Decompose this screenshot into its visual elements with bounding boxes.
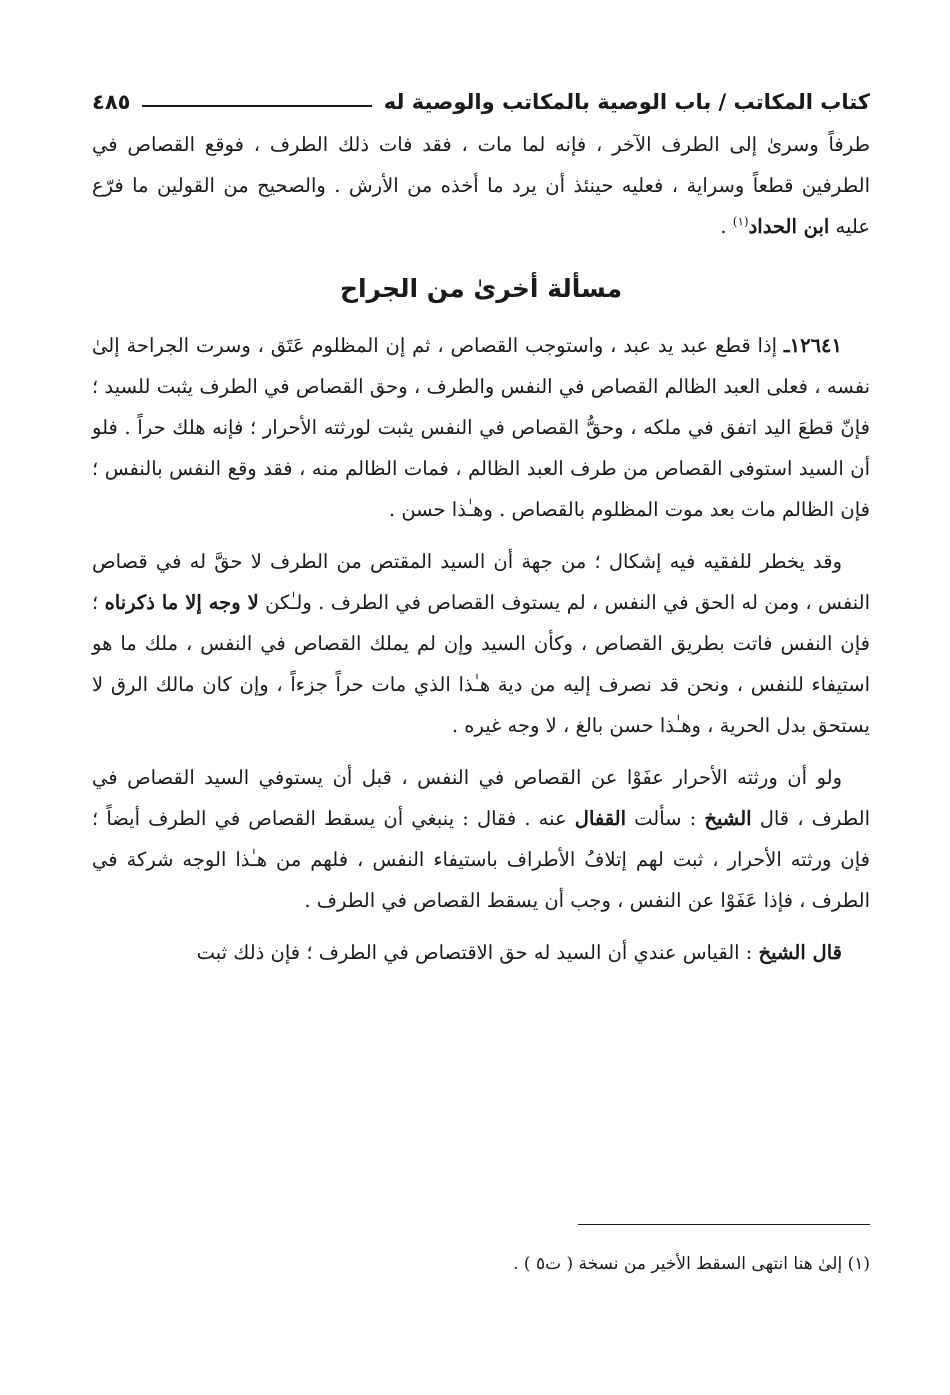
- paragraph-continuation: [92, 124, 870, 247]
- main-text: [92, 124, 870, 973]
- bold-name: قال الشيخ: [758, 941, 842, 964]
- footnote: (١) إلىٰ هنا انتهى السقط الأخير من نسخة ( ت٥ ) .: [513, 1254, 870, 1274]
- paragraph-analogy: [92, 932, 870, 973]
- bold-name: الشيخ: [704, 807, 752, 830]
- footnote-divider: [578, 1224, 870, 1225]
- bold-phrase: لا وجه إلا ما ذكرناه: [104, 591, 259, 614]
- section-heading: مسألة أخرىٰ من الجراح: [339, 274, 623, 303]
- paragraph-text: ؛ فإن النفس فاتت بطريق القصاص ، وكأن السيد وإن لم يملك القصاص في النفس ، ملك ما هو استيفاء للنفس ، ونحن قد نصرف إليه من دية هـٰذا الذي مات حراً جزءاً ، وإن كان مالك الرق لا يستحق بدل الحرية ، وهـٰذا حسن بالغ ، لا وجه غيره .: [92, 591, 870, 737]
- paragraph-text: : القياس عندي أن السيد له حق الاقتصاص في الطرف ؛ فإن ذلك ثبت: [196, 941, 759, 964]
- paragraph-text: : سألت: [626, 807, 705, 830]
- paragraph-text: وقد يخطر للفقيه فيه إشكال ؛ من جهة أن السيد المقتص من الطرف لا حقَّ له في قصاص النفس ، ومن له الحق في النفس ، لم يستوف القصاص في الطرف . ولـٰكن: [92, 550, 870, 614]
- paragraph-objection: [92, 541, 870, 746]
- paragraph-text: عنه . فقال : ينبغي أن يسقط القصاص في الطرف أيضاً ؛ فإن ورثته الأحرار ، ثبت لهم إتلافُ الأطراف باستيفاء النفس ، فلهم من هـٰذا الوجه شركة في الطرف ، فإذا عَفَوْا عن النفس ، وجب أن يسقط القصاص في الطرف .: [92, 807, 870, 912]
- bold-name: القفال: [574, 807, 626, 830]
- header-rule: [142, 105, 371, 107]
- book-page: [92, 80, 870, 973]
- paragraph-end: .: [720, 215, 733, 238]
- paragraph-text: طرفاً وسرىٰ إلى الطرف الآخر ، فإنه لما مات ، فقد فات ذلك الطرف ، فوقع القصاص في الطرفين قطعاً وسراية ، فعليه حينئذ أن يرد ما أخذه من الأرش . والصحيح من القولين ما فرّع عليه: [92, 133, 870, 238]
- paragraph-issue: [92, 325, 870, 530]
- paragraph-pardon: [92, 757, 870, 921]
- paragraph-text: ولو أن ورثته الأحرار عفَوْا عن القصاص في النفس ، قبل أن يستوفي السيد القصاص في الطرف ، قال: [92, 766, 870, 830]
- page-number: ٤٨٥: [92, 90, 131, 114]
- bold-name: ابن الحداد: [748, 215, 830, 238]
- running-header: [92, 80, 870, 124]
- issue-number: ١٢٦٤١ـ: [783, 334, 842, 357]
- footnote-reference[interactable]: (١): [732, 214, 749, 229]
- paragraph-text: إذا قطع عبد يد عبد ، واستوجب القصاص ، ثم إن المظلوم عَتَق ، وسرت الجراحة إلىٰ نفسه ، فعلى العبد الظالم القصاص في النفس والطرف ، وحق القصاص في الطرف يثبت للسيد ؛ فإنّ قطعَ اليد اتفق في ملكه ، وحقُّ القصاص في النفس يثبت لورثته الأحرار ؛ فإنه هلك حراً . فلو أن السيد استوفى القصاص من طرف العبد الظالم ، فمات الظالم منه ، فقد وقع النفس بالنفس ؛ فإن الظالم مات بعد موت المظلوم بالقصاص . وهـٰذا حسن .: [92, 334, 870, 521]
- header-title: كتاب المكاتب / باب الوصية بالمكاتب والوصية له: [383, 90, 870, 114]
